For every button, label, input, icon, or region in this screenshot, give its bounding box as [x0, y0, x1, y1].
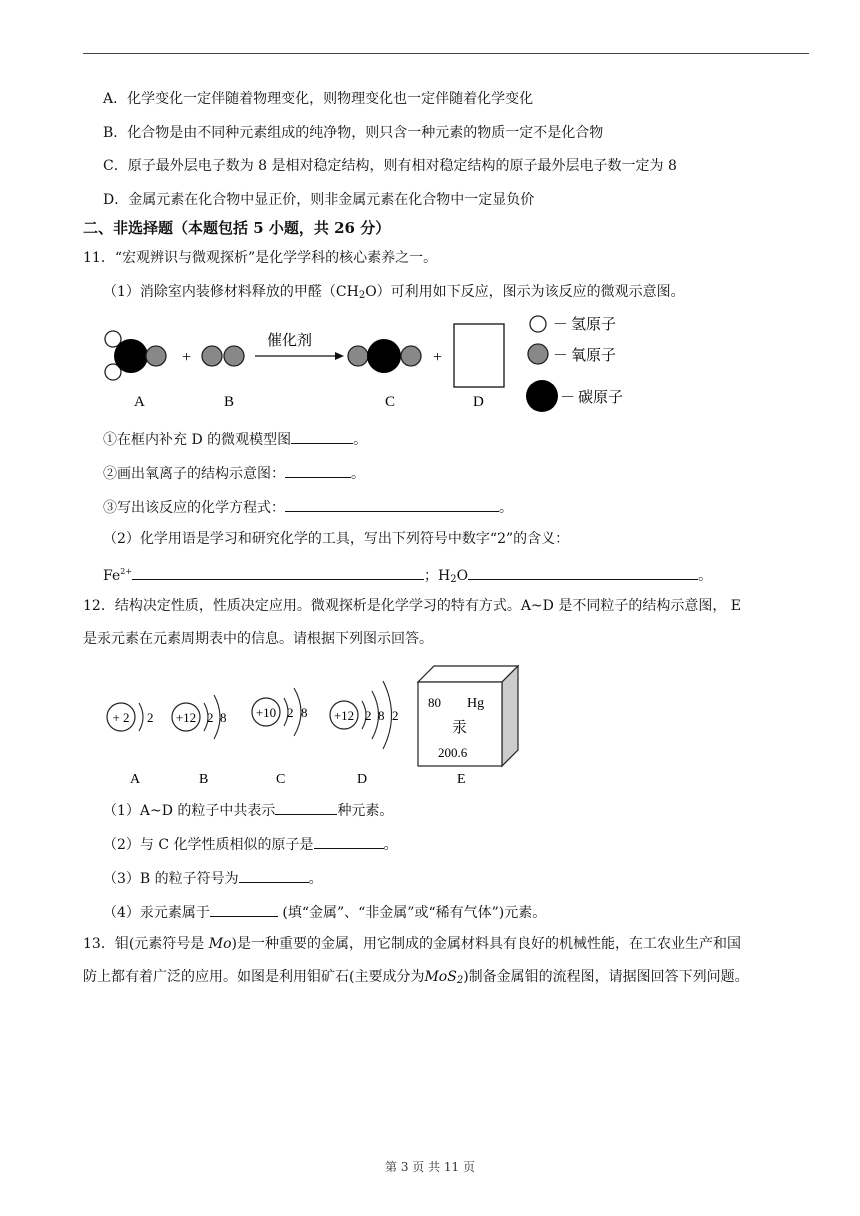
reaction-diagram: [95, 308, 655, 413]
legend-carbon-symbol: [526, 380, 558, 412]
plus-1: +: [182, 349, 192, 366]
q12-stem-1: 12．结构决定性质，性质决定应用。微观探析是化学学习的特有方式。A~D 是不同粒子的结构示意图， E: [83, 598, 741, 614]
label-a: A: [134, 394, 145, 410]
molecule-c-o1: [348, 346, 368, 366]
option-a: A．化学变化一定伴随着物理变化，则物理变化也一定伴随着化学变化: [103, 91, 534, 107]
answer-blank[interactable]: [275, 798, 337, 815]
q11-stem: 11．“宏观辨识与微观探析”是化学学科的核心素养之一。: [83, 250, 438, 266]
nucleus-a-label: + 2: [112, 710, 130, 725]
q11-part1-pre: （1）消除室内装修材料释放的甲醛（CH: [103, 284, 359, 300]
plus-2: +: [433, 349, 443, 366]
legend-dash-2: －: [553, 348, 569, 364]
legend-carbon: 碳原子: [578, 390, 624, 406]
q11-part1: [103, 282, 685, 302]
q11-sub1: [103, 427, 367, 450]
shell-count: 8: [301, 705, 308, 720]
q11-symbols: [103, 563, 712, 586]
period: 。: [499, 500, 513, 516]
q12-a1: [103, 798, 393, 821]
answer-blank[interactable]: [210, 900, 278, 917]
cell-top-face: [418, 666, 518, 682]
q13-line1-pre: 13．钼(元素符号是: [83, 936, 209, 952]
answer-blank[interactable]: [285, 495, 499, 512]
label-a: A: [130, 772, 141, 787]
shell-count: 2: [365, 708, 372, 723]
answer-blank[interactable]: [468, 563, 698, 580]
legend-dash-3: －: [560, 390, 576, 406]
label-b: B: [199, 772, 209, 787]
shell-count: 8: [220, 710, 227, 725]
period: 。: [698, 568, 713, 584]
label-b: B: [224, 394, 235, 410]
q12-stem-2: 是汞元素在元素周期表中的信息。请根据下列图示回答。: [83, 631, 433, 647]
atomic-mass: 200.6: [438, 745, 468, 760]
shell-count: 8: [378, 708, 385, 723]
q13-line2-post: )制备金属钼的流程图，请据图回答下列问题。: [463, 969, 749, 985]
q12-a1-post: 种元素。: [337, 803, 394, 819]
nucleus-d-label: +12: [333, 708, 355, 723]
answer-blank[interactable]: [285, 461, 351, 478]
shell-arc: [139, 703, 143, 731]
atomic-number: 80: [428, 695, 441, 710]
nucleus-b-label: +12: [175, 710, 197, 725]
shell-count: 2: [392, 708, 399, 723]
q12-a1-text: （1）A~D 的粒子中共表示: [103, 803, 276, 819]
q11-sub1-text: ①在框内补充 D 的微观模型图: [103, 432, 292, 448]
answer-blank[interactable]: [291, 427, 353, 444]
shell-count: 2: [207, 710, 214, 725]
legend-dash-1: －: [553, 317, 569, 333]
answer-blank[interactable]: [132, 563, 424, 580]
fe-charge: 2+: [120, 567, 133, 576]
h2o-h: ；H: [424, 568, 451, 584]
h2o-sub: 2: [450, 574, 457, 585]
answer-blank[interactable]: [314, 832, 384, 849]
fe-symbol: Fe: [103, 568, 121, 584]
period: 。: [351, 466, 365, 482]
q12-a2: [103, 832, 398, 855]
section-title: 二、非选择题（本题包括 5 小题，共 26 分）: [83, 219, 391, 237]
q12-a3-text: （3）B 的粒子符号为: [103, 871, 239, 887]
label-e: E: [457, 772, 466, 787]
element-name: 汞: [452, 720, 468, 736]
label-c: C: [276, 772, 286, 787]
answer-blank[interactable]: [239, 866, 309, 883]
q11-part1-post: O）可利用如下反应，图示为该反应的微观示意图。: [365, 284, 685, 300]
option-b: B．化合物是由不同种元素组成的纯净物，则只含一种元素的物质一定不是化合物: [103, 125, 604, 141]
legend-hydrogen: 氢原子: [571, 317, 617, 333]
period: 。: [383, 837, 398, 853]
catalyst-label: 催化剂: [267, 333, 313, 349]
q13-line-1: [83, 934, 741, 954]
q12-a4: [103, 900, 546, 923]
particle-diagrams: [95, 660, 535, 790]
molecule-c-o2: [401, 346, 421, 366]
q11-part2: （2）化学用语是学习和研究化学的工具，写出下列符号中数字“2”的含义：: [103, 531, 570, 547]
label-d: D: [473, 394, 484, 410]
nucleus-c-label: +10: [255, 705, 277, 720]
label-c: C: [385, 394, 396, 410]
molecule-b-o1: [202, 346, 222, 366]
mos2-sub: 2: [456, 975, 464, 986]
q11-sub3: [103, 495, 513, 518]
q13-line1-post: )是一种重要的金属，用它制成的金属材料具有良好的机械性能，在工农业生产和国: [231, 936, 741, 952]
q12-a4-post: (填“金属”、“非金属”或“稀有气体”)元素。: [277, 905, 547, 921]
q11-sub3-text: ③写出该反应的化学方程式：: [103, 500, 285, 516]
header-rule: [83, 53, 809, 54]
arrow-head: [335, 352, 344, 360]
q12-a3: [103, 866, 323, 889]
molecule-c-carbon: [367, 339, 401, 373]
molecule-a-oxygen: [146, 346, 166, 366]
q12-a4-text: （4）汞元素属于: [103, 905, 210, 921]
option-c: C．原子最外层电子数为 8 是相对稳定结构，则有相对稳定结构的原子最外层电子数一定为 8: [103, 158, 677, 174]
mos2-symbol: MoS: [424, 969, 457, 985]
mo-symbol: Mo: [208, 936, 232, 952]
shell-count: 2: [287, 705, 294, 720]
q12-a2-text: （2）与 C 化学性质相似的原子是: [103, 837, 314, 853]
legend-oxygen: 氧原子: [571, 348, 617, 364]
shell-arc: [294, 688, 301, 736]
answer-box-d: [454, 324, 504, 387]
period: 。: [353, 432, 368, 448]
q13-line-2: [83, 967, 749, 987]
legend-oxygen-symbol: [528, 344, 548, 364]
period: 。: [308, 871, 323, 887]
option-d: D．金属元素在化合物中显正价，则非金属元素在化合物中一定显负价: [103, 192, 535, 208]
molecule-b-o2: [224, 346, 244, 366]
page-footer: 第 3 页 共 11 页: [385, 1160, 475, 1174]
q11-sub2: [103, 461, 365, 484]
cell-side-face: [502, 666, 518, 766]
q11-sub2-text: ②画出氧离子的结构示意图：: [103, 466, 285, 482]
label-d: D: [357, 772, 368, 787]
element-symbol: Hg: [467, 696, 485, 711]
legend-hydrogen-symbol: [530, 316, 546, 332]
h2o-o: O: [456, 568, 469, 584]
q11-part1-sub: 2: [358, 290, 366, 301]
shell-count: 2: [147, 710, 154, 725]
q13-line2-pre: 防上都有着广泛的应用。如图是利用钼矿石(主要成分为: [83, 969, 425, 985]
molecule-a-carbon: [114, 339, 148, 373]
